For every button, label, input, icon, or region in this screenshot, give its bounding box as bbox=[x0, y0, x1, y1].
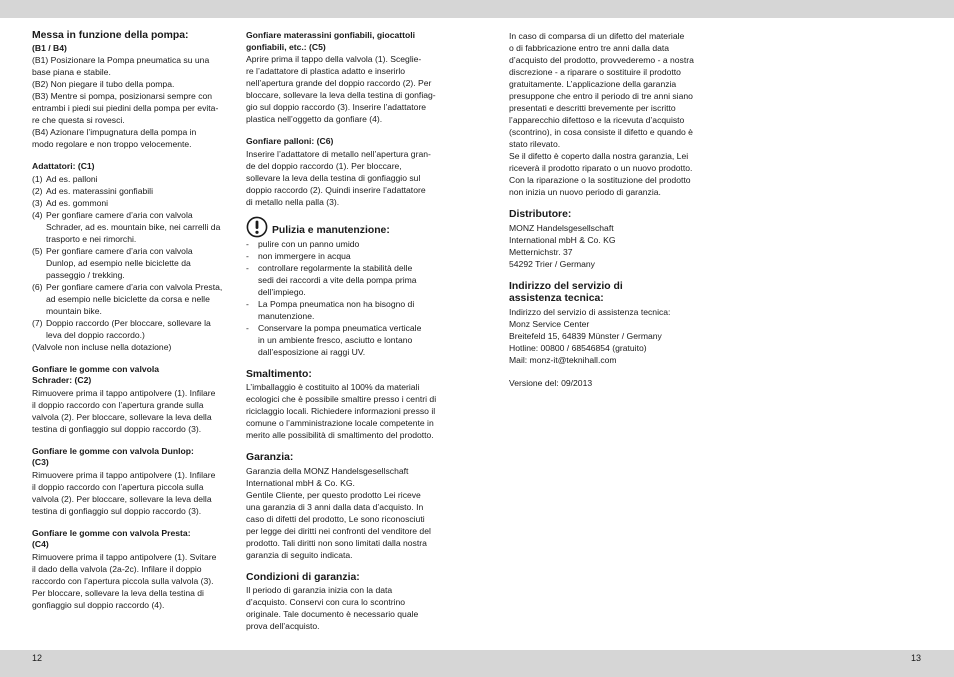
text-line: presentati e descritti brevemente per iscritto bbox=[509, 103, 676, 113]
text-line: assistenza tecnica: bbox=[509, 293, 604, 304]
list-marker: - bbox=[246, 262, 249, 273]
text-line: ad esempio nelle biciclette da corsa e nelle bbox=[46, 293, 210, 304]
text-line: Garanzia della MONZ Handelsgesellschaft bbox=[246, 465, 409, 476]
adapters-list bbox=[32, 173, 232, 341]
text-line: sollevare la leva della testina di gonfiaggio sul bbox=[246, 172, 421, 183]
list-marker: (6) bbox=[32, 281, 43, 292]
text-line: Gonfiare le gomme con valvola bbox=[32, 363, 160, 374]
column-middle bbox=[246, 30, 456, 632]
text-line: Per gonfiare camere d’aria con valvola bbox=[46, 245, 193, 256]
cleaning-list bbox=[246, 238, 456, 358]
heading-mattress bbox=[246, 30, 456, 53]
service-address bbox=[509, 306, 719, 366]
list-text bbox=[258, 322, 456, 358]
text-line: Se il difetto è coperto dalla nostra garanzia, Lei bbox=[509, 151, 689, 161]
text-line: merito alle possibilità di smaltimento del prodotto. bbox=[246, 430, 434, 440]
text-line: comune o l’amministrazione locale competente in bbox=[246, 418, 434, 428]
text-line: testina di gonfiaggio sul doppio raccordo (3). bbox=[32, 423, 202, 434]
text-line: controllare regolarmente la stabilità delle bbox=[258, 262, 413, 273]
list-marker: (2) bbox=[32, 185, 43, 196]
list-item bbox=[32, 209, 232, 245]
warranty-text bbox=[246, 465, 456, 561]
text-line: (C4) bbox=[32, 539, 49, 549]
list-item bbox=[32, 173, 232, 185]
text-line: gio sul doppio raccordo (3). Inserire l’adattatore bbox=[246, 102, 427, 112]
dunlop-text bbox=[32, 469, 232, 517]
list-text bbox=[46, 281, 232, 317]
distributor-address bbox=[509, 222, 719, 270]
text-line: Rimuovere prima il tappo antipolvere (1). Infilare bbox=[32, 469, 216, 480]
text-line: Ad es. materassini gonfiabili bbox=[46, 185, 153, 196]
text-line: Ad es. gommoni bbox=[46, 197, 109, 208]
text-line: Per bloccare, sollevare la leva della testina di bbox=[32, 587, 204, 598]
text-line: valvola (2). Per bloccare, sollevare la leva della bbox=[32, 411, 212, 422]
list-item bbox=[246, 298, 456, 322]
list-item bbox=[32, 245, 232, 281]
text-line: prova dell’acquisto. bbox=[246, 621, 320, 631]
list-marker: - bbox=[246, 250, 249, 261]
heading-disposal: Smaltimento: bbox=[246, 368, 312, 380]
disposal-text bbox=[246, 381, 456, 441]
text-line: discrezione - a riparare o sostituire il prodotto bbox=[509, 67, 681, 77]
text-line: (scontrino), in cosa consiste il difetto e quando è bbox=[509, 127, 693, 137]
text-line: riceverà il prodotto riparato o un nuovo prodotto. bbox=[509, 163, 693, 173]
page-number-right: 13 bbox=[911, 653, 922, 663]
list-marker: (5) bbox=[32, 245, 43, 256]
text-line: nell’apertura grande del doppio raccordo (2). Per bbox=[246, 78, 432, 88]
text-line: de del doppio raccordo (1). Per bloccare, bbox=[246, 160, 402, 171]
list-text bbox=[46, 173, 232, 185]
text-line: Doppio raccordo (Per bloccare, sollevare la bbox=[46, 317, 211, 328]
text-line: (B1) Posizionare la Pompa pneumatica su una bbox=[32, 55, 210, 65]
text-line: (C3) bbox=[32, 457, 49, 467]
text-line: Aprire prima il tappo della valvola (1). Sceglie- bbox=[246, 54, 422, 64]
warranty-conditions-text bbox=[246, 584, 456, 632]
exclamation-warning-icon bbox=[246, 216, 268, 238]
text-line: Indirizzo del servizio di assistenza tecnica: bbox=[509, 306, 671, 317]
text-line: una garanzia di 3 anni dalla data d’acquisto. In bbox=[246, 501, 424, 512]
text-line: Gentile Cliente, per questo prodotto Lei riceve bbox=[246, 489, 421, 500]
pump-setup-text bbox=[32, 54, 232, 150]
list-marker: (4) bbox=[32, 209, 43, 220]
text-line: re l’adattatore di plastica adatto e inserirlo bbox=[246, 66, 406, 76]
list-marker: (1) bbox=[32, 173, 43, 184]
list-item bbox=[32, 317, 232, 341]
text-line: Gonfiare le gomme con valvola Presta: bbox=[32, 527, 191, 538]
text-line: International mbH & Co. KG bbox=[509, 234, 616, 245]
bottom-band bbox=[0, 650, 954, 677]
heading-service bbox=[509, 281, 719, 306]
text-line: stato rilevato. bbox=[509, 139, 561, 149]
version-text: Versione del: 09/2013 bbox=[509, 377, 593, 388]
column-right bbox=[509, 30, 719, 389]
defect-text bbox=[509, 30, 719, 198]
text-line: Inserire l’adattatore di metallo nell’apertura gran- bbox=[246, 148, 431, 159]
column-left bbox=[32, 30, 232, 611]
text-line: Con la riparazione o la sostituzione del prodotto bbox=[509, 175, 691, 185]
adapters-note: (Valvole non incluse nella dotazione) bbox=[32, 341, 172, 352]
list-text bbox=[258, 250, 456, 262]
balls-text bbox=[246, 148, 456, 208]
list-marker: (7) bbox=[32, 317, 43, 328]
heading-dunlop bbox=[32, 446, 232, 469]
text-line: il doppio raccordo con l’apertura piccola sulla bbox=[32, 481, 204, 492]
text-line: In caso di comparsa di un difetto del materiale bbox=[509, 31, 685, 41]
text-line: riciclaggio locali. Richiedere informazioni presso il bbox=[246, 406, 436, 416]
text-line: pulire con un panno umido bbox=[258, 238, 360, 249]
text-line: non immergere in acqua bbox=[258, 250, 351, 261]
text-line: Ad es. palloni bbox=[46, 173, 98, 184]
list-item bbox=[246, 250, 456, 262]
text-line: Schrader, ad es. mountain bike, nei carrelli da bbox=[46, 221, 221, 232]
text-line: d’acquisto. Conservi con cura lo scontrino bbox=[246, 597, 406, 607]
text-line: (B4) Azionare l’impugnatura della pompa in bbox=[32, 127, 197, 137]
list-text bbox=[46, 317, 232, 341]
text-line: d’acquisto del prodotto, provvederemo - a nostra bbox=[509, 55, 694, 65]
heading-pump-setup: Messa in funzione della pompa: bbox=[32, 30, 189, 41]
text-line: Monz Service Center bbox=[509, 318, 590, 329]
text-line: valvola (2). Per bloccare, sollevare la leva della bbox=[32, 493, 212, 504]
text-line: manutenzione. bbox=[258, 310, 315, 321]
list-item bbox=[246, 238, 456, 250]
text-line: raccordo con l’apertura piccola sulla valvola (3). bbox=[32, 575, 214, 586]
text-line: originale. Tale documento è necessario quale bbox=[246, 609, 419, 619]
text-line: non inizia un nuovo periodo di garanzia. bbox=[509, 187, 661, 197]
text-line: Per gonfiare camere d’aria con valvola bbox=[46, 209, 193, 220]
text-line: (B3) Mentre si pompa, posizionarsi sempre con bbox=[32, 91, 213, 101]
list-item bbox=[246, 322, 456, 358]
text-line: 54292 Trier / Germany bbox=[509, 258, 595, 269]
text-line: entrambi i piedi sui piedini della pompa per evita- bbox=[32, 103, 219, 113]
list-text bbox=[258, 238, 456, 250]
list-item bbox=[32, 197, 232, 209]
text-line: testina di gonfiaggio sul doppio raccordo (3). bbox=[32, 505, 202, 516]
text-line: gonfiaggio sul doppio raccordo (4). bbox=[32, 599, 165, 610]
list-text bbox=[46, 185, 232, 197]
text-line: La Pompa pneumatica non ha bisogno di bbox=[258, 298, 415, 309]
text-line: Gonfiare materassini gonfiabili, giocattoli bbox=[246, 30, 416, 40]
text-line: Conservare la pompa pneumatica verticale bbox=[258, 322, 422, 333]
text-line: prodotto. Tali diritti non sono limitati dalla nostra bbox=[246, 537, 427, 548]
heading-warranty: Garanzia: bbox=[246, 452, 294, 463]
heading-distributor: Distributore: bbox=[509, 209, 572, 220]
list-marker: - bbox=[246, 298, 249, 309]
heading-cleaning: Pulizia e manutenzione: bbox=[272, 225, 390, 236]
text-line: ecologici che è possibile smaltire presso i centri di bbox=[246, 394, 437, 404]
heading-pump-setup-sub: (B1 / B4) bbox=[32, 42, 67, 53]
list-text bbox=[46, 209, 232, 245]
presta-text bbox=[32, 551, 232, 611]
list-marker: (3) bbox=[32, 197, 43, 208]
text-line: re che questa si rovesci. bbox=[32, 115, 125, 125]
text-line: Gonfiare le gomme con valvola Dunlop: bbox=[32, 445, 194, 456]
text-line: garanzia di seguito indicata. bbox=[246, 549, 353, 560]
text-line: per legge dei diritti nei confronti del venditore del bbox=[246, 525, 431, 536]
text-line: Schrader: (C2) bbox=[32, 375, 92, 385]
text-line: plastica nell’oggetto da gonfiare (4). bbox=[246, 114, 383, 124]
text-line: Dunlop, ad esempio nelle biciclette da bbox=[46, 257, 191, 268]
list-item bbox=[32, 281, 232, 317]
cleaning-heading-row bbox=[246, 216, 456, 238]
heading-warranty-conditions: Condizioni di garanzia: bbox=[246, 571, 360, 583]
text-line: Rimuovere prima il tappo antipolvere (1). Svitare bbox=[32, 551, 217, 562]
top-band bbox=[0, 0, 954, 18]
text-line: in un ambiente fresco, asciutto e lontano bbox=[258, 334, 413, 345]
list-text bbox=[258, 298, 456, 322]
text-line: Il periodo di garanzia inizia con la data bbox=[246, 585, 393, 595]
text-line: bloccare, sollevare la leva della testina di gonfiag- bbox=[246, 90, 436, 100]
text-line: gonfiabili, etc.: (C5) bbox=[246, 41, 326, 52]
list-item bbox=[246, 262, 456, 298]
text-line: Metternichstr. 37 bbox=[509, 246, 573, 257]
text-line: (B2) Non piegare il tubo della pompa. bbox=[32, 79, 175, 89]
schrader-text bbox=[32, 387, 232, 435]
text-line: MONZ Handelsgesellschaft bbox=[509, 222, 614, 233]
heading-presta bbox=[32, 528, 232, 551]
list-text bbox=[46, 197, 232, 209]
text-line: gratuitamente. L’applicazione della garanzia bbox=[509, 79, 677, 89]
text-line: doppio raccordo (2). Quindi inserire l’adattatore bbox=[246, 184, 426, 195]
text-line: il dado della valvola (2a-2c). Infilare il doppio bbox=[32, 563, 202, 574]
heading-schrader bbox=[32, 364, 232, 387]
text-line: L’imballaggio è costituito al 100% da materiali bbox=[246, 382, 420, 392]
text-line: Hotline: 00800 / 68546854 (gratuito) bbox=[509, 342, 647, 353]
text-line: di metallo nella palla (3). bbox=[246, 196, 340, 207]
text-line: presuppone che entro il periodo di tre anni siano bbox=[509, 91, 693, 101]
heading-adapters: Adattatori: (C1) bbox=[32, 161, 95, 171]
heading-balls: Gonfiare palloni: (C6) bbox=[246, 136, 334, 146]
text-line: Mail: monz-it@teknihall.com bbox=[509, 354, 617, 365]
text-line: Breitefeld 15, 64839 Münster / Germany bbox=[509, 330, 662, 341]
text-line: mountain bike. bbox=[46, 305, 102, 316]
list-text bbox=[258, 262, 456, 298]
list-marker: - bbox=[246, 322, 249, 333]
list-marker: - bbox=[246, 238, 249, 249]
text-line: leva del doppio raccordo.) bbox=[46, 329, 145, 340]
page-number-left: 12 bbox=[32, 653, 43, 663]
mattress-text bbox=[246, 53, 456, 125]
list-item bbox=[32, 185, 232, 197]
text-line: dall’esposizione ai raggi UV. bbox=[258, 346, 366, 357]
text-line: il doppio raccordo con l’apertura grande sulla bbox=[32, 399, 204, 410]
text-line: International mbH & Co. KG. bbox=[246, 477, 355, 488]
text-line: o di fabbricazione entro tre anni dalla data bbox=[509, 43, 670, 53]
text-line: Rimuovere prima il tappo antipolvere (1). Infilare bbox=[32, 387, 216, 398]
text-line: passeggio / trekking. bbox=[46, 269, 125, 280]
text-line: Per gonfiare camere d’aria con valvola Presta, bbox=[46, 281, 223, 292]
text-line: Indirizzo del servizio di bbox=[509, 280, 623, 292]
text-line: sedi dei raccordi a vite della pompa prima bbox=[258, 274, 417, 285]
text-line: caso di difetti del prodotto, Le sono riconosciuti bbox=[246, 513, 425, 524]
text-line: modo regolare e non troppo velocemente. bbox=[32, 139, 192, 149]
list-text bbox=[46, 245, 232, 281]
text-line: l’apparecchio difettoso e la ricevuta d’acquisto bbox=[509, 115, 685, 125]
text-line: trasporto e nei rimorchi. bbox=[46, 233, 137, 244]
text-line: dell’impiego. bbox=[258, 286, 306, 297]
text-line: base piana e stabile. bbox=[32, 67, 111, 77]
